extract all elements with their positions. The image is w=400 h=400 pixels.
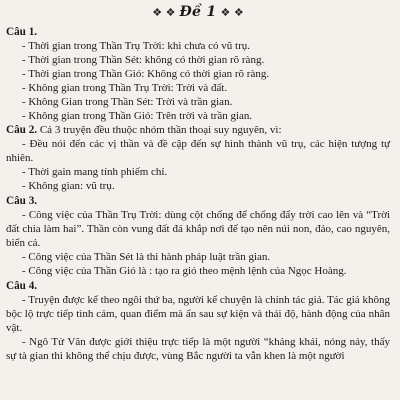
section-heading-cau-4: Câu 4. <box>6 280 38 292</box>
page-title: Đề 1 <box>179 4 217 20</box>
answer-line: - Thời gian trong Thần Sét: không có thời gian rõ ràng. <box>22 54 265 66</box>
answer-paragraph <box>6 208 390 250</box>
answer-line: - Thời gain mang tính phiếm chỉ. <box>22 166 168 178</box>
answer-line: - Thời gian trong Thần Gió: Không có thời gian rõ ràng. <box>22 68 270 80</box>
answer-line: - Không Gian trong Thần Sét: Trời và trần gian. <box>22 96 233 108</box>
answer-paragraph <box>6 137 390 165</box>
answer-line: - Không gian trong Thần Trụ Trời: Trời và đất. <box>22 82 228 94</box>
answer-line: - Công việc của Thần Gió là : tạo ra gió theo mệnh lệnh của Ngọc Hoàng. <box>22 265 347 277</box>
answer-line: - Không gian: vũ trụ. <box>22 180 115 192</box>
section-intro-text: Cả 3 truyện đều thuộc nhóm thần thoại suy nguyên, vì: <box>39 124 282 136</box>
answer-paragraph-text: - Công việc của Thần Trụ Trời: dùng cột chống để chống đẩy trời cao lên và “Trời đất chia làm hai”. Thần còn vung đất đá khắp nơi để tạo nên núi non, đảo, cao nguyên, biển cả. <box>6 209 390 249</box>
answer-paragraph <box>6 293 390 335</box>
section-heading-cau-1: Câu 1. <box>6 26 38 38</box>
answer-line: - Không gian trong Thần Gió: Trên trời và trần gian. <box>22 110 253 122</box>
answer-paragraph-text: - Đều nói đến các vị thần và đề cập đến sự hình thành vũ trụ, các hiện tượng tự nhiên. <box>6 138 390 164</box>
answer-line: - Thời gian trong Thần Trụ Trời: khi chưa có vũ trụ. <box>22 40 251 52</box>
answer-paragraph-text: - Truyện được kể theo ngôi thứ ba, người kể chuyện là chính tác giả. Tác giả không bộc lộ trực tiếp tình cảm, quan điểm mà ẩn sau sự kiện và thái độ, hành động của nhân vật. <box>6 294 390 334</box>
section-heading-cau-2-row <box>6 123 390 137</box>
answer-paragraph <box>6 335 390 363</box>
section-heading-cau-2: Câu 2. <box>6 124 38 136</box>
right-ornament-icon: ❖ ❖ <box>220 5 244 19</box>
section-heading-cau-3: Câu 3. <box>6 195 38 207</box>
answer-line: - Công việc của Thần Sét là thi hành pháp luật trần gian. <box>22 251 271 263</box>
answer-paragraph-text: - Ngô Tử Văn được giới thiệu trực tiếp là một người “khảng khái, nóng nảy, thấy sự tà gian thì không thể chịu được, vùng Bắc người ta vẫn khen là một người <box>6 336 390 362</box>
left-ornament-icon: ❖ ❖ <box>152 5 176 19</box>
document-title-row <box>6 2 390 22</box>
